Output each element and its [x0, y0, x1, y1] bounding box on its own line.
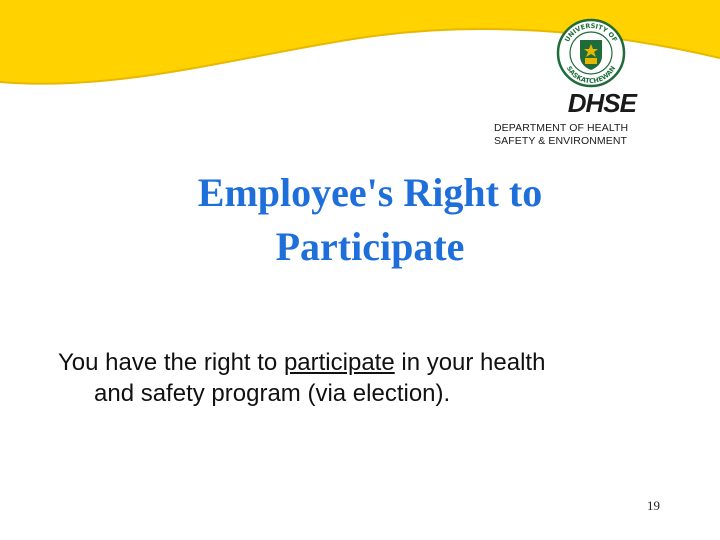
seal-text-bottom: SASKATCHEWAN: [564, 64, 618, 86]
bullet-suffix: in your health: [394, 349, 546, 376]
university-seal-logo: [556, 18, 626, 88]
department-name-line2: SAFETY & ENVIRONMENT: [494, 135, 628, 147]
page-number: 19: [647, 498, 660, 513]
department-name-line1: DEPARTMENT OF HEALTH: [494, 122, 629, 134]
bullet-text: [58, 347, 658, 409]
bullet-prefix: You have the right to: [58, 349, 284, 376]
title-line2: Participate: [275, 224, 465, 269]
title-line1: Employee's Right to: [197, 170, 543, 215]
dhse-wordmark: DHSE: [567, 88, 636, 118]
slide-title: [120, 166, 620, 274]
bullet-line2: and safety program (via election).: [94, 380, 451, 407]
seal-text-top: UNIVERSITY OF: [563, 21, 619, 44]
bullet-underlined-word: participate: [283, 349, 395, 376]
